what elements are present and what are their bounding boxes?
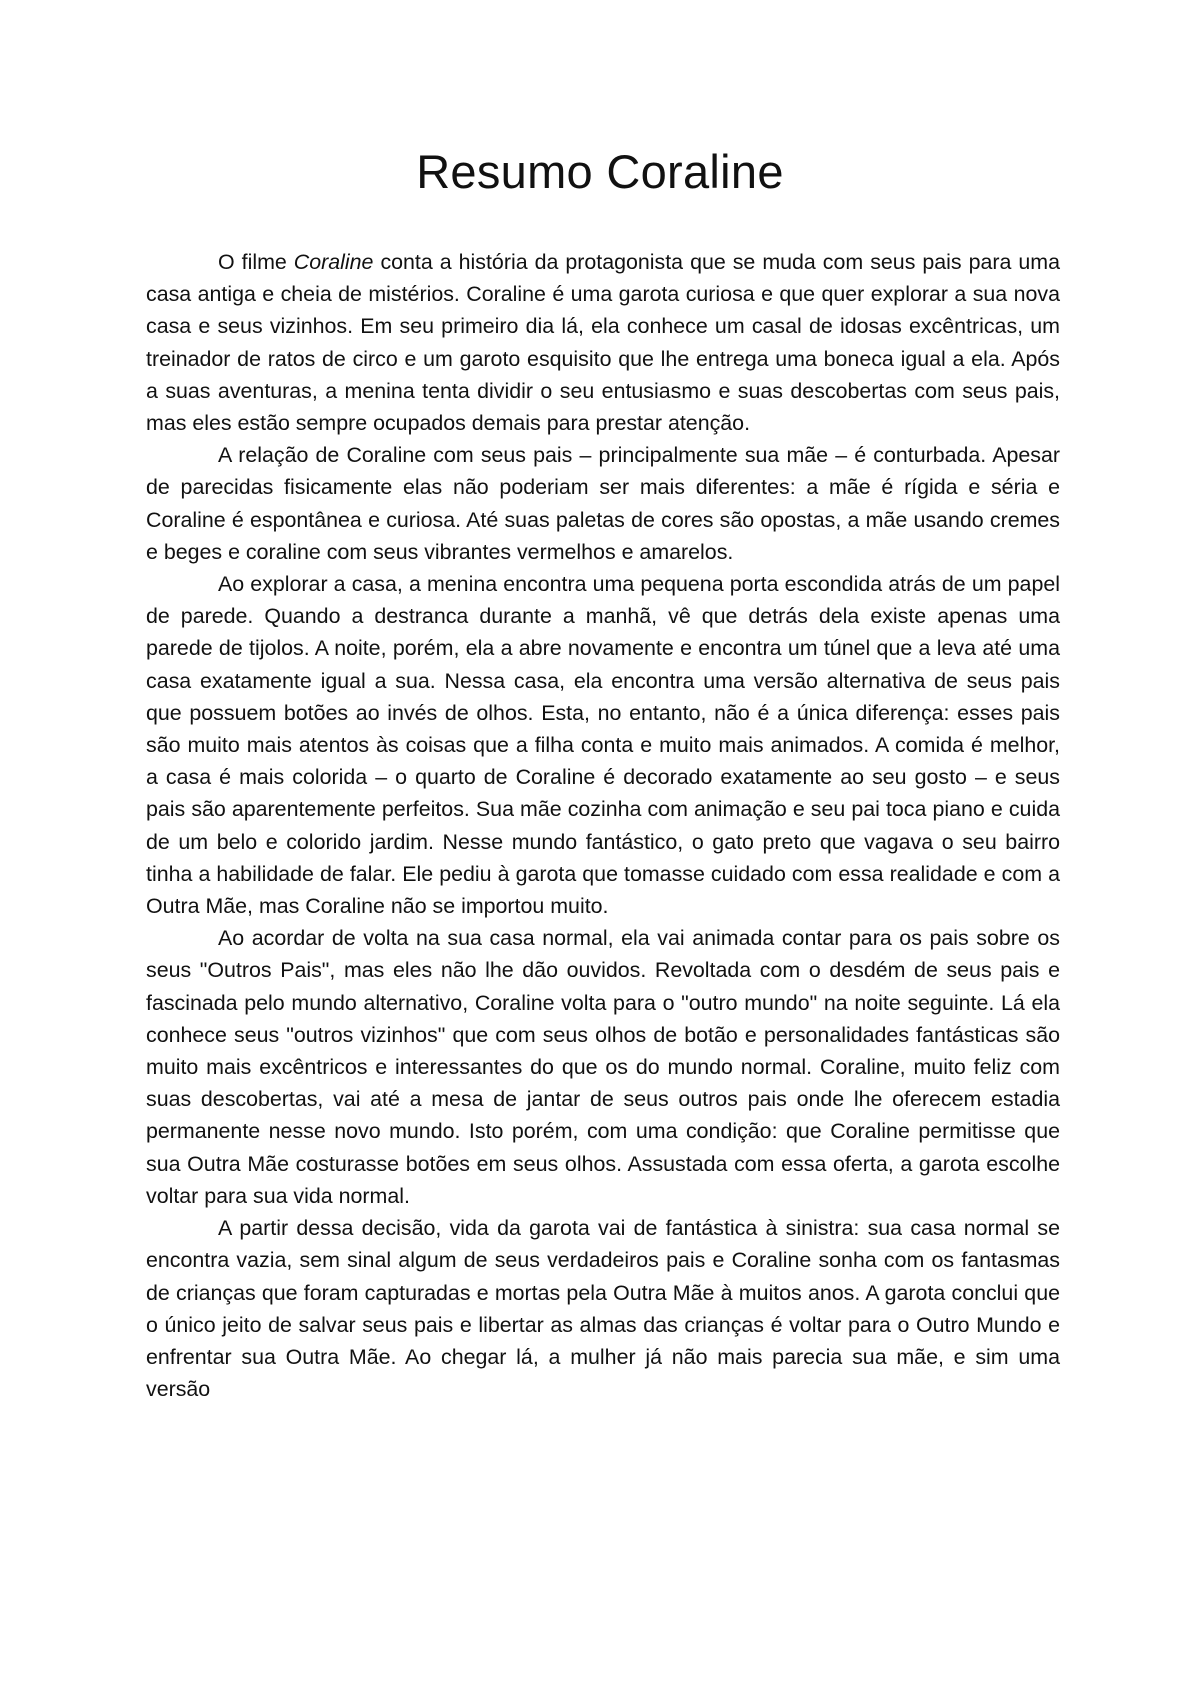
paragraph-1 <box>146 246 1060 439</box>
paragraph-4: Ao acordar de volta na sua casa normal, ela vai animada contar para os pais sobre os seus "Outros Pais", mas eles não lhe dão ouvidos. Revoltada com o desdém de seus pais e fascinada pelo mundo alternativo, Coraline volta para o "outro mundo" na noite seguinte. Lá ela conhece seus "outros vizinhos" que com seus olhos de botão e personalidades fantásticas são muito mais excêntricos e interessantes do que os do mundo normal. Coraline, muito feliz com suas descobertas, vai até a mesa de jantar de seus outros pais onde lhe oferecem estadia permanente nesse novo mundo. Isto porém, com uma condição: que Coraline permitisse que sua Outra Mãe costurasse botões em seus olhos. Assustada com essa oferta, a garota escolhe voltar para sua vida normal. <box>146 926 1060 1208</box>
film-title-italic: Coraline <box>293 250 374 274</box>
paragraph-1-rest: conta a história da protagonista que se muda com seus pais para uma casa antiga e cheia de mistérios. Coraline é uma garota curiosa e que quer explorar a sua nova casa e seus vizinhos. Em seu primeiro dia lá, ela conhece um casal de idosas excêntricas, um treinador de ratos de circo e um garoto esquisito que lhe entrega uma boneca igual a ela. Após a suas aventuras, a menina tenta dividir o seu entusiasmo e suas descobertas com seus pais, mas eles estão sempre ocupados demais para prestar atenção. <box>146 250 1061 436</box>
document-body <box>146 246 1060 1405</box>
paragraph-1-intro: O filme <box>218 250 294 274</box>
paragraph-3: Ao explorar a casa, a menina encontra uma pequena porta escondida atrás de um papel de parede. Quando a destranca durante a manhã, vê que detrás dela existe apenas uma parede de tijolos. A noite, porém, ela a abre novamente e encontra um túnel que a leva até uma casa exatamente igual a sua. Nessa casa, ela encontra uma versão alternativa de seus pais que possuem botões ao invés de olhos. Esta, no entanto, não é a única diferença: esses pais são muito mais atentos às coisas que a filha conta e muito mais animados. A comida é melhor, a casa é mais colorida – o quarto de Coraline é decorado exatamente ao seu gosto – e seus pais são aparentemente perfeitos. Sua mãe cozinha com animação e seu pai toca piano e cuida de um belo e colorido jardim. Nesse mundo fantástico, o gato preto que vagava o seu bairro tinha a habilidade de falar. Ele pediu à garota que tomasse cuidado com essa realidade e com a Outra Mãe, mas Coraline não se importou muito. <box>146 572 1060 919</box>
paragraph-5: A partir dessa decisão, vida da garota vai de fantástica à sinistra: sua casa normal se encontra vazia, sem sinal algum de seus verdadeiros pais e Coraline sonha com os fantasmas de crianças que foram capturadas e mortas pela Outra Mãe à muitos anos. A garota conclui que o único jeito de salvar seus pais e libertar as almas das crianças é voltar para o Outro Mundo e enfrentar sua Outra Mãe. Ao chegar lá, a mulher já não mais parecia sua mãe, e sim uma versão <box>146 1216 1060 1402</box>
paragraph-2: A relação de Coraline com seus pais – principalmente sua mãe – é conturbada. Apesar de parecidas fisicamente elas não poderiam ser mais diferentes: a mãe é rígida e séria e Coraline é espontânea e curiosa. Até suas paletas de cores são opostas, a mãe usando cremes e beges e coraline com seus vibrantes vermelhos e amarelos. <box>146 443 1060 564</box>
document-title: Resumo Coraline <box>416 145 784 198</box>
